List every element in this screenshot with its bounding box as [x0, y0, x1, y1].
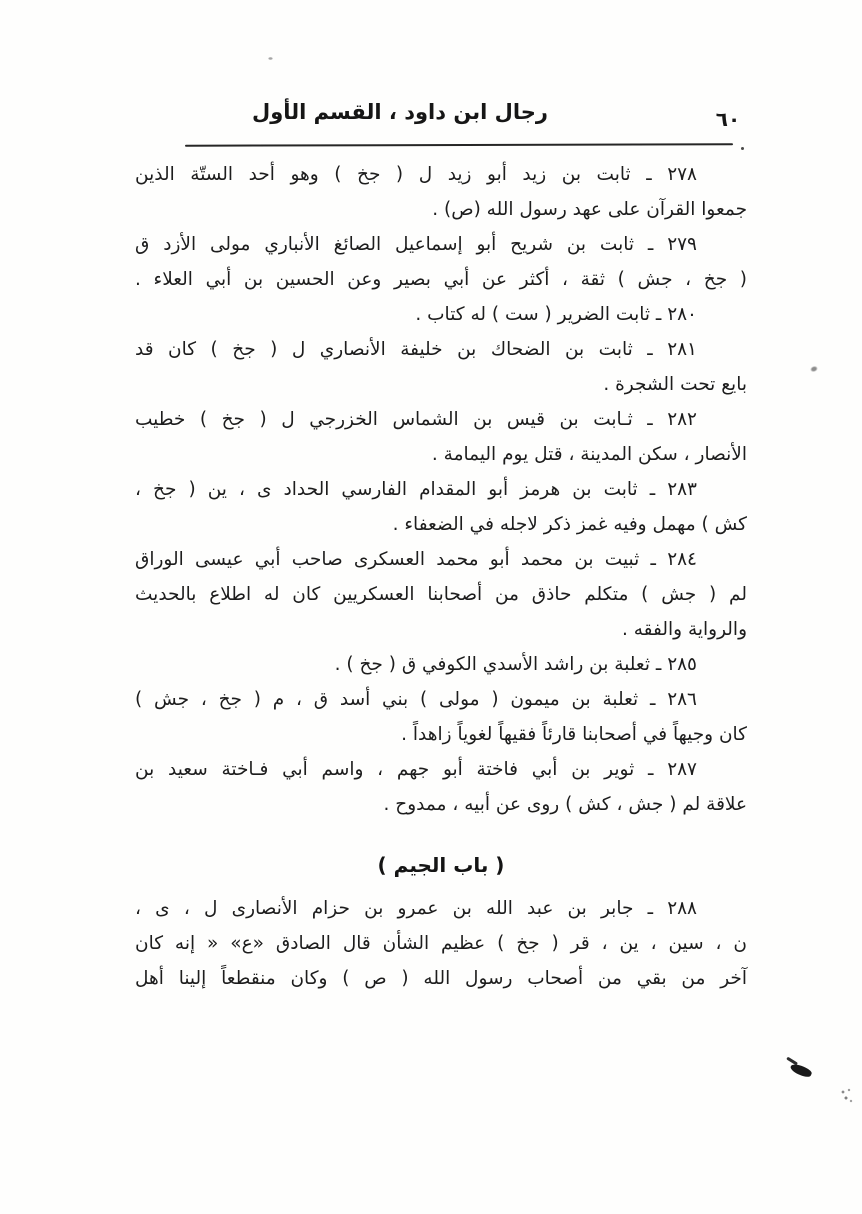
- entry-288-line-1: ٢٨٨ ـ جابر بن عبد الله بن عمرو بن حزام الأنصارى ل ، ى ،: [135, 898, 697, 919]
- header-divider: [185, 143, 733, 146]
- body-text-block: [135, 157, 747, 996]
- scan-speck: [809, 365, 819, 373]
- entry-281-line-1: ٢٨١ ـ ثابت بن الضحاك بن خليفة الأنصاري ل ( جخ ) كان قد: [135, 339, 697, 360]
- entry-281-line-2: بايع تحت الشجرة .: [603, 374, 747, 395]
- entry-283-line-1: ٢٨٣ ـ ثابت بن هرمز أبو المقدام الفارسي الحداد ى ، ين ( جخ ،: [135, 479, 697, 500]
- entry-280-line-1: ٢٨٠ ـ ثابت الضرير ( ست ) له كتاب .: [415, 304, 697, 325]
- entry-284-line-2: لم ( جش ) متكلم حاذق من أصحابنا العسكريين كان له اطلاع بالحديث: [135, 584, 747, 605]
- entry-287-line-1: ٢٨٧ ـ ثوير بن أبي فاختة أبو جهم ، واسم أبي فـاختة سعيد بن: [135, 759, 697, 780]
- entry-288-line-3: آخر من بقي من أصحاب رسول الله ( ص ) وكان منقطعاً إلينا أهل: [135, 968, 747, 989]
- entry-278-line-1: ٢٧٨ ـ ثابت بن زيد أبو زيد ل ( جخ ) وهو أحد الستّة الذين: [135, 164, 697, 185]
- entry-279-line-2: ( جخ ، جش ) ثقة ، أكثر عن أبي بصير وعن الحسين بن أبي العلاء .: [135, 269, 747, 290]
- ink-smudge: [789, 1062, 813, 1079]
- scan-speckles: [840, 1088, 854, 1104]
- entry-285-line-1: ٢٨٥ ـ ثعلبة بن راشد الأسدي الكوفي ق ( جخ ) .: [334, 654, 697, 675]
- running-title: رجال ابن داود ، القسم الأول: [252, 100, 548, 124]
- entry-279-line-1: ٢٧٩ ـ ثابت بن شريح أبو إسماعيل الصائغ الأنباري مولى الأزد ق: [135, 234, 697, 255]
- entry-288-line-2: ن ، سين ، ين ، قر ( جخ ) عظيم الشأن قال الصادق «ع» « إنه كان: [135, 933, 747, 954]
- scan-speck-top: [268, 57, 273, 60]
- entry-286-line-1: ٢٨٦ ـ ثعلبة بن ميمون ( مولى ) بني أسد ق ، م ( جخ ، جش ): [135, 689, 697, 710]
- entry-287-line-2: علاقة لم ( جش ، كش ) روى عن أبيه ، ممدوح .: [383, 794, 747, 815]
- entry-284-line-1: ٢٨٤ ـ ثبيت بن محمد أبو محمد العسكرى صاحب أبي عيسى الوراق: [135, 549, 697, 570]
- entry-282-line-2: الأنصار ، سكن المدينة ، قتل يوم اليمامة .: [431, 444, 747, 465]
- divider-ink-dot: [741, 147, 744, 150]
- entry-278-line-2: جمعوا القرآن على عهد رسول الله (ص) .: [432, 199, 747, 220]
- entry-284-line-3: والرواية والفقه .: [621, 619, 747, 640]
- section-heading-bab-al-jim: ( باب الجيم ): [377, 853, 505, 877]
- entry-286-line-2: كان وجيهاً في أصحابنا قارئاً فقيهاً لغوياً زاهداً .: [401, 724, 747, 745]
- entry-282-line-1: ٢٨٢ ـ ثـابت بن قيس بن الشماس الخزرجي ل ( جخ ) خطيب: [135, 409, 697, 430]
- page-number: ٦٠: [715, 107, 741, 131]
- entry-283-line-2: كش ) مهمل وفيه غمز ذكر لاجله في الضعفاء .: [392, 514, 747, 535]
